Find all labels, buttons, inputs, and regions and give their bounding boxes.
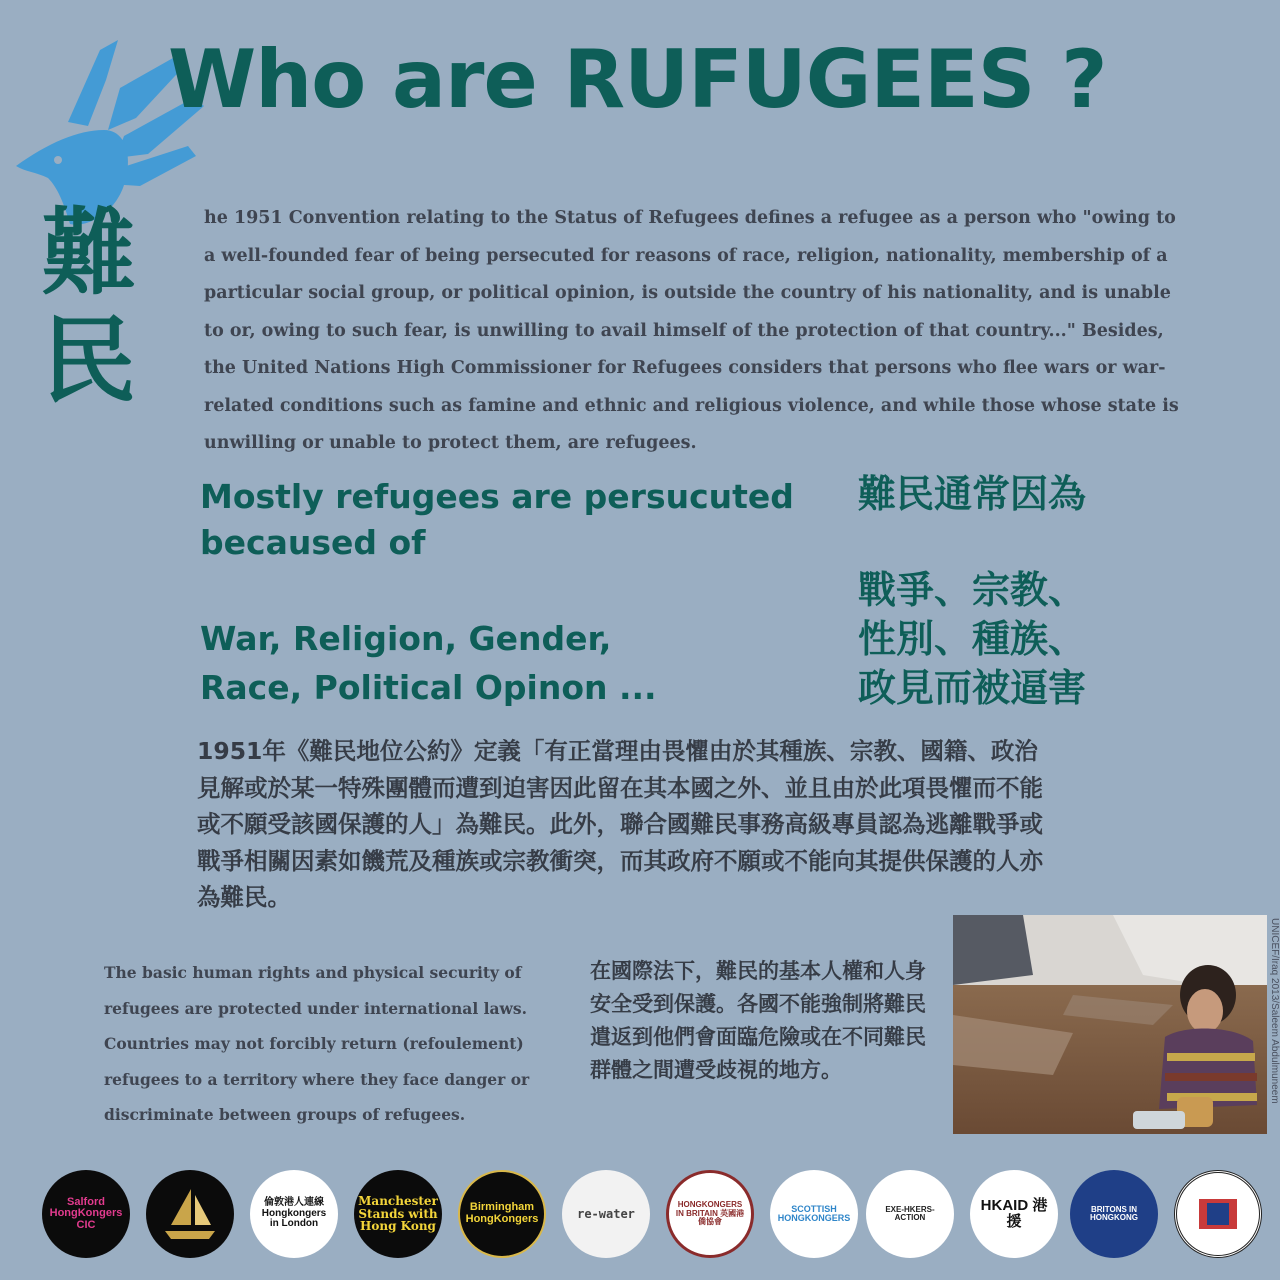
- side-title-vertical: [34, 200, 144, 416]
- definition-chinese: 1951年《難民地位公約》定義「有正當理由畏懼由於其種族、宗教、國籍、政治見解或於某一特殊團體而遭到迫害因此留在其本國之外、並且由於此項畏懼而不能或不願受該國保護的人」為難民。此外，聯合國難民事務高級專員認為逃離戰爭或戰爭相關因素如饑荒及種族或宗教衝突，而其政府不願或不能向其提供保護的人亦為難民。: [197, 737, 1043, 911]
- side-title-char: 民: [41, 307, 136, 416]
- causes-line: 政見而被逼害: [858, 666, 1087, 710]
- causes-line: Race, Political Opinon ...: [200, 668, 657, 707]
- logo-label: BRITONS IN HONGKONG: [1090, 1204, 1138, 1222]
- logo-label: SCOTTISH HONGKONGERS: [777, 1203, 851, 1223]
- causes-line: 性別、種族、: [858, 617, 1087, 661]
- salford-hongkongers-logo[interactable]: [42, 1170, 130, 1258]
- hongkongers-in-britain-logo[interactable]: [666, 1170, 754, 1258]
- britons-in-hongkong-logo[interactable]: [1070, 1170, 1158, 1258]
- side-title-char: 難: [41, 199, 136, 308]
- re-water-logo[interactable]: [562, 1170, 650, 1258]
- scottish-hongkongers-logo[interactable]: [770, 1170, 858, 1258]
- logo-label: HONGKONGERS IN BRITAIN 英國港僑協會: [675, 1200, 745, 1227]
- causes-list-english: [200, 614, 820, 712]
- sailboat-icon: [155, 1179, 225, 1249]
- rights-paragraph-chinese: 在國際法下，難民的基本人權和人身安全受到保護。各國不能強制將難民遣返到他們會面臨危險或在不同難民群體之間遭受歧視的地方。: [590, 959, 926, 1082]
- causes-line: War, Religion, Gender,: [200, 619, 612, 658]
- fist-icon: [1193, 1189, 1243, 1239]
- definition-english: he 1951 Convention relating to the Status of Refugees defines a refugee as a person who "owing to a well-founded fear of being persecuted for reasons of race, religion, nationality, membership of a particular social group, or political opinion, is outside the country of his nationality, and is unable to or, owing to such fear, is unwilling to avail himself of the protection of that country..." Besides, the United Nations High Commissioner for Refugees considers that persons who flee wars or war-related conditions such as famine and ethnic and religious violence, and while those whose state is unwilling or unable to protect them, are refugees.: [204, 208, 1179, 453]
- partner-logos-row: [0, 1170, 1280, 1262]
- heading-line: becaused of: [200, 523, 426, 562]
- logo-label: 倫敦港人連線 Hongkongers in London: [261, 1197, 327, 1230]
- sailboat-g-logo[interactable]: [146, 1170, 234, 1258]
- hkaid-logo[interactable]: [970, 1170, 1058, 1258]
- celtic-knot-fist-logo[interactable]: [1174, 1170, 1262, 1258]
- logo-label: EXE-HKERS-ACTION: [885, 1204, 935, 1222]
- causes-list-chinese: [858, 566, 1258, 713]
- hongkongers-in-london-logo[interactable]: [250, 1170, 338, 1258]
- persecution-heading-chinese: 難民通常因為: [858, 472, 1087, 516]
- logo-label: Manchester Stands with Hong Kong: [358, 1194, 438, 1234]
- manchester-stands-with-hk-logo[interactable]: [354, 1170, 442, 1258]
- logo-label: HKAID 港援: [980, 1197, 1048, 1230]
- logo-label: Birmingham HongKongers: [465, 1201, 539, 1225]
- exeter-hkers-action-logo[interactable]: [866, 1170, 954, 1258]
- birmingham-hongkongers-logo[interactable]: [458, 1170, 546, 1258]
- page-title: Who are RUFUGEES ?: [168, 33, 1107, 126]
- persecution-heading-english: [200, 474, 820, 566]
- causes-line: 戰爭、宗教、: [858, 568, 1087, 612]
- refugee-child-photo: [953, 915, 1267, 1134]
- heading-line: Mostly refugees are persucuted: [200, 477, 794, 516]
- logo-label: Salford HongKongers CIC: [49, 1195, 123, 1231]
- logo-label: re-water: [577, 1206, 635, 1221]
- rights-paragraph-english: The basic human rights and physical security of refugees are protected under international laws. Countries may not forcibly return (refoulement) refugees to a territory where they face danger or discriminate between groups of refugees.: [104, 963, 530, 1124]
- photo-credit: UNICEF/Iraq 2013/Saleem Abdulmuneem: [1269, 918, 1280, 1104]
